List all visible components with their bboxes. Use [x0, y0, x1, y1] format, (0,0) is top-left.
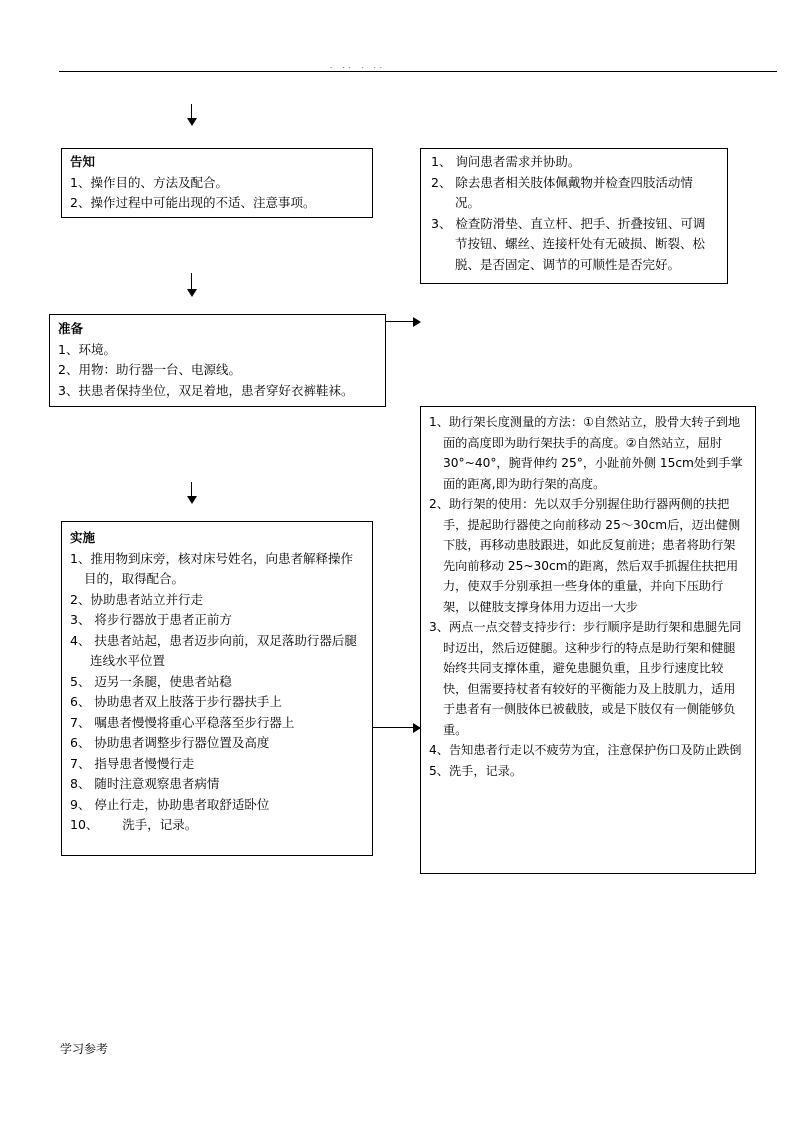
implement-item: 2、协助患者站立并行走	[70, 591, 203, 607]
right-arrow-2	[373, 723, 421, 733]
implement-item: 10、 洗手，记录。	[70, 817, 198, 832]
inform-item: 1、操作目的、方法及配合。	[70, 174, 228, 190]
implement-item: 9、 停止行走，协助患者取舒适卧位	[70, 796, 270, 812]
implement-item: 1、推用物到床旁，核对床号姓名，向患者解释操作目的，取得配合。	[70, 550, 353, 586]
right-arrow-1	[386, 317, 421, 327]
header-marks: . .. . ..	[330, 62, 387, 70]
implement-item: 5、 迈另一条腿，使患者站稳	[70, 673, 232, 689]
notes-item: 4、告知患者行走以不疲劳为宜，注意保护伤口及防止跌倒	[429, 743, 742, 757]
assess-item: 2、 除去患者相关肢体佩戴物并检查四肢活动情况。	[431, 174, 693, 210]
assess-item: 3、 检查防滑垫、直立杆、把手、折叠按钮、可调节按钮、螺丝、连接杆处有无破损、断裂、松脱、是否固定、调节的可顺性是否完好。	[431, 215, 706, 272]
prepare-item: 3、扶患者保持坐位，双足着地，患者穿好衣裤鞋袜。	[58, 382, 354, 398]
implement-item: 7、 指导患者慢慢行走	[70, 755, 195, 771]
prepare-title: 准备	[58, 321, 84, 336]
implement-item: 6、 协助患者调整步行器位置及高度	[70, 735, 270, 750]
notes-item: 5、洗手，记录。	[429, 763, 523, 778]
implement-item: 7、 嘱患者慢慢将重心平稳落至步行器上	[70, 714, 295, 730]
implement-item: 8、 随时注意观察患者病情	[70, 776, 220, 791]
implement-box	[61, 521, 373, 856]
notes-box	[420, 406, 756, 874]
prepare-item: 2、用物：助行器一台、电源线。	[58, 362, 241, 377]
implement-item: 3、 将步行器放于患者正前方	[70, 612, 232, 627]
notes-item: 1、助行架长度测量的方法：①自然站立，股骨大转子到地面的高度即为助行架扶手的高度。②自然站立，屈肘 30°~40°，腕背伸约 25°，小趾前外侧 15cm处到手掌面的距离,即为助行架的高度。	[429, 415, 743, 491]
assess-box	[420, 148, 728, 284]
notes-item: 3、两点一点交替支持步行：步行顺序是助行架和患腿先同时迈出，然后迈健腿。这种步行的特点是助行架和健腿始终共同支撑体重，避免患腿负重，且步行速度比较快，但需要持杖者有较好的平衡能力及上肢肌力，适用于患者有一侧肢体已被截肢，或是下肢仅有一侧能够负重。	[429, 620, 742, 737]
prepare-box	[49, 314, 386, 407]
footer-text: 学习参考	[60, 1042, 109, 1056]
assess-item: 1、 询问患者需求并协助。	[431, 154, 581, 169]
down-arrow-2	[187, 273, 197, 297]
down-arrow-3	[187, 482, 197, 504]
inform-box	[61, 148, 373, 218]
inform-title: 告知	[70, 154, 96, 169]
inform-item: 2、操作过程中可能出现的不适、注意事项。	[70, 195, 316, 210]
implement-item: 6、 协助患者双上肢落于步行器扶手上	[70, 694, 282, 709]
notes-item: 2、助行架的使用：先以双手分别握住助行器两侧的扶把手，提起助行器使之向前移动 25～30cm后，迈出健侧下肢，再移动患肢跟进，如此反复前进；患者将助行架先向前移动 25~30cm的距离，然后双手抓握住扶把用力，使双手分别承担一些身体的重量，并向下压助行架，以健肢支撑身体用力迈出一大步	[429, 497, 741, 614]
header-rule	[59, 71, 777, 72]
down-arrow-1	[187, 104, 197, 126]
implement-title: 实施	[70, 530, 96, 545]
prepare-item: 1、环境。	[58, 341, 116, 357]
implement-item: 4、 扶患者站起，患者迈步向前，双足落助行器后腿连线水平位置	[70, 632, 357, 668]
